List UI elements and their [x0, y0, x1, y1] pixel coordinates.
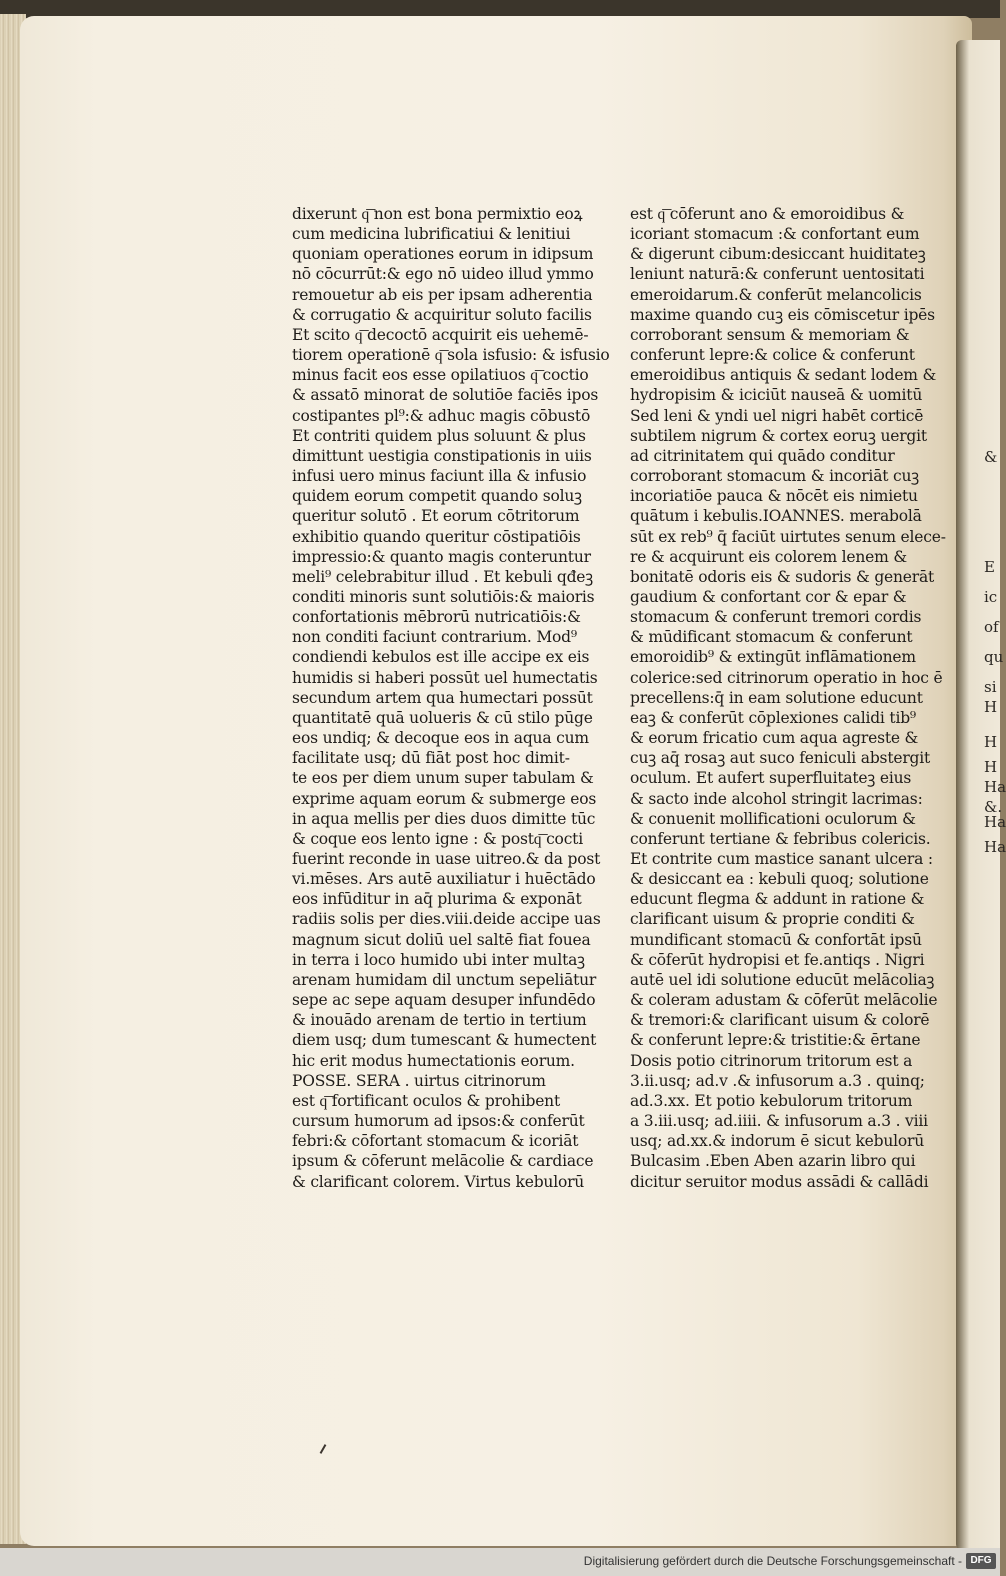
- text-line: emoroidib⁹ & extingūt inflāmationem: [630, 648, 916, 667]
- text-line: subtilem nigrum & cortex eoruꝫ uergit: [630, 426, 927, 445]
- next-page-fragment: H: [984, 698, 998, 716]
- text-line: sūt ex reb⁹ q̄ faciūt uirtutes senum elece-: [630, 527, 946, 546]
- next-page-fragment: ic: [984, 588, 998, 606]
- text-line: in terra i loco humido ubi inter multaꝫ: [292, 950, 585, 969]
- next-page-fragment: si: [984, 678, 997, 696]
- text-line: diem usq; dum tumescant & humectent: [292, 1031, 597, 1050]
- text-line: cuꝫ aq̄ rosaꝫ aut suco feniculi abstergit: [630, 749, 931, 768]
- text-line: vi.mēses. Ars autē auxiliatur i huēctādo: [292, 870, 596, 889]
- text-line: cum medicina lubrificatiui & lenitiui: [292, 225, 571, 244]
- dfg-logo-icon: DFG: [966, 1553, 996, 1569]
- text-line: & desiccant ea : kebuli quoq; solutione: [630, 870, 929, 889]
- text-line: eos undiq; & decoque eos in aqua cum: [292, 729, 589, 748]
- text-line: re & acquirunt eis colorem lenem &: [630, 547, 907, 566]
- text-line: a 3.iii.usq; ad.iiii. & infusorum a.3 . viii: [630, 1112, 928, 1131]
- text-line: ad citrinitatem qui quādo conditur: [630, 446, 895, 465]
- text-line: Bulcasim .Eben Aben azarin libro qui: [630, 1152, 916, 1171]
- text-line: educunt flegma & addunt in ratione &: [630, 890, 925, 909]
- text-line: secundum artem qua humectari possūt: [292, 688, 593, 707]
- footer-band: [0, 1548, 1000, 1576]
- text-line: 3.ii.usq; ad.v .& infusorum a.3 . quinq;: [630, 1071, 925, 1090]
- text-line: arenam humidam dil unctum sepeliātur: [292, 970, 597, 989]
- text-line: autē uel idi solutione educūt melācoliaꝫ: [630, 970, 935, 989]
- text-line: remouetur ab eis per ipsam adherentia: [292, 285, 593, 304]
- text-line: tiorem operationē q͞ sola isfusio: & isfusio: [292, 346, 610, 365]
- text-line: corroborant stomacum & incoriāt cuꝫ: [630, 467, 919, 486]
- text-line: impressio:& quanto magis conteruntur: [292, 547, 591, 566]
- text-line: POSSE. SERA . uirtus citrinorum: [292, 1071, 546, 1090]
- text-line: Et contrite cum mastice sanant ulcera :: [630, 850, 933, 868]
- text-line: quidem eorum competit quando soluꝫ: [292, 487, 582, 506]
- text-line: bonitatē odoris eis & sudoris & generāt: [630, 567, 935, 586]
- text-line: & sacto inde alcohol stringit lacrimas:: [630, 789, 923, 808]
- text-line: queritur solutō . Et eorum cōtritorum: [292, 507, 580, 526]
- next-page-fragment: Ha: [984, 813, 1006, 831]
- text-line: fuerint reconde in uase uitreo.& da post: [292, 850, 601, 868]
- text-line: confortationis mēbrorū nutricatiōis:&: [292, 608, 581, 627]
- text-line: colerice:sed citrinorum operatio in hoc ē: [630, 668, 943, 687]
- text-line: eos infūditur in aq̄ plurima & exponāt: [292, 890, 582, 909]
- text-line: infusi uero minus faciunt illa & infusio: [292, 467, 587, 486]
- text-line: & mūdificant stomacum & conferunt: [630, 628, 913, 647]
- text-line: & conferunt lepre:& tristitie:& ērtane: [630, 1031, 921, 1050]
- next-page-fragment: qu: [984, 648, 1004, 666]
- text-line: conferunt tertiane & febribus colericis.: [630, 829, 931, 848]
- text-line: & assatō minorat de solutiōe faciēs ipos: [292, 386, 599, 405]
- text-line: incoriatiōe pauca & nōcēt eis nimietu: [630, 487, 918, 506]
- footer-credit: Digitalisierung gefördert durch die Deutsche Forschungsgemeinschaft -: [583, 1554, 962, 1568]
- text-line: stomacum & conferunt tremori cordis: [630, 608, 922, 627]
- next-page-fragment: Ha: [984, 838, 1006, 856]
- next-page-edge: [956, 40, 1006, 1550]
- text-line: magnum sicut doliū uel saltē fiat fouea: [292, 930, 591, 949]
- text-line: sepe ac sepe aquam desuper infundēdo: [292, 991, 596, 1010]
- text-line: est q͞ cōferunt ano & emoroidibus &: [630, 205, 905, 223]
- next-page-fragment: H: [984, 733, 998, 751]
- right-text-column: [630, 204, 946, 1192]
- text-line: hic erit modus humectationis eorum.: [292, 1051, 575, 1070]
- text-line: maxime quando cuꝫ eis cōmiscetur ipēs: [630, 305, 935, 324]
- text-line: & conuenit mollificationi oculorum &: [630, 809, 916, 828]
- next-page-fragment: Ha: [984, 778, 1006, 796]
- text-line: & digerunt cibum:desiccant huiditateꝫ: [630, 245, 926, 264]
- text-line: costipantes pl⁹:& adhuc magis cōbustō: [292, 406, 591, 425]
- text-line: & eorum fricatio cum aqua agreste &: [630, 729, 919, 748]
- text-line: & cōferūt hydropisi et fe.antiqs . Nigri: [630, 950, 925, 969]
- text-line: in aqua mellis per dies duos dimitte tūc: [292, 809, 596, 828]
- text-line: nō cōcurrūt:& ego nō uideo illud ymmo: [292, 265, 594, 284]
- text-line: icoriant stomacum :& confortant eum: [630, 225, 920, 244]
- text-line: non conditi faciunt contrarium. Mod⁹: [292, 628, 577, 647]
- next-page-fragment: of: [984, 618, 999, 636]
- text-line: quātum i kebulis.IOANNES. merabolā: [630, 507, 922, 526]
- text-line: emeroidibus antiquis & sedant lodem &: [630, 366, 937, 385]
- text-line: Sed leni & yndi uel nigri habēt corticē: [630, 406, 924, 425]
- text-line: hydropisim & iciciūt nauseā & uomitū: [630, 386, 923, 405]
- text-line: gaudium & confortant cor & epar &: [630, 587, 907, 606]
- text-line: & tremori:& clarificant uisum & colorē: [630, 1011, 930, 1030]
- text-line: emeroidarum.& conferūt melancolicis: [630, 285, 922, 304]
- text-line: exprime aquam eorum & submerge eos: [292, 789, 597, 808]
- text-line: cursum humorum ad ipsos:& conferūt: [292, 1112, 585, 1131]
- text-line: febri:& cōfortant stomacum & icoriāt: [292, 1132, 579, 1151]
- text-line: quantitatē quā uolueris & cū stilo pūge: [292, 708, 593, 727]
- text-line: dicitur seruitor modus assādi & callādi: [630, 1172, 929, 1191]
- text-line: & corrugatio & acquiritur soluto facilis: [292, 305, 592, 324]
- text-line: eaꝫ & conferūt cōplexiones calidi tib⁹: [630, 708, 916, 727]
- next-page-fragment: &: [984, 448, 998, 466]
- text-line: & clarificant colorem. Virtus kebulorū: [292, 1172, 585, 1191]
- text-line: dixerunt q͞ non est bona permixtio eoꝝ: [292, 205, 583, 223]
- text-line: minus facit eos esse opilatiuos q͞ coctio: [292, 366, 589, 385]
- text-line: conferunt lepre:& colice & conferunt: [630, 346, 915, 365]
- text-line: conditi minoris sunt solutiōis:& maioris: [292, 587, 595, 606]
- text-line: leniunt naturā:& conferunt uentositati: [630, 265, 925, 284]
- text-line: meli⁹ celebrabitur illud . Et kebuli qđeꝫ: [292, 567, 593, 586]
- text-line: humidis si haberi possūt uel humectatis: [292, 668, 598, 687]
- text-line: quoniam operationes eorum in idipsum: [292, 245, 594, 264]
- text-line: facilitate usq; dū fiāt post hoc dimit-: [292, 749, 570, 768]
- text-line: corroborant sensum & memoriam &: [630, 325, 910, 344]
- next-page-fragment: H: [984, 758, 998, 776]
- text-line: clarificant uisum & proprie conditi &: [630, 910, 915, 929]
- next-page-fragment: E: [984, 558, 995, 576]
- left-text-column: [292, 204, 610, 1192]
- text-line: te eos per diem unum super tabulam &: [292, 769, 594, 788]
- text-line: precellens:q̄ in eam solutione educunt: [630, 688, 923, 707]
- text-line: & coque eos lento igne : & postq͞ cocti: [292, 829, 583, 848]
- text-line: & inouādo arenam de tertio in tertium: [292, 1011, 587, 1030]
- text-line: & coleram adustam & cōferūt melācolie: [630, 991, 938, 1010]
- text-line: oculum. Et aufert superfluitateꝫ eius: [630, 769, 912, 788]
- text-line: ipsum & cōferunt melācolie & cardiace: [292, 1152, 594, 1171]
- text-line: Et contriti quidem plus soluunt & plus: [292, 426, 586, 445]
- text-line: radiis solis per dies.viii.deide accipe uas: [292, 910, 601, 929]
- next-page-fragment: &.: [984, 798, 1003, 816]
- text-line: dimittunt uestigia constipationis in uiis: [292, 446, 592, 465]
- text-line: ad.3.xx. Et potio kebulorum tritorum: [630, 1091, 913, 1110]
- text-line: Et scito q͞ decoctō acquirit eis uehemē-: [292, 325, 589, 344]
- text-line: est q͞ fortificant oculos & prohibent: [292, 1091, 560, 1110]
- text-line: exhibitio quando queritur cōstipatiōis: [292, 527, 581, 546]
- text-line: condiendi kebulos est ille accipe ex eis: [292, 648, 590, 667]
- text-line: usq; ad.xx.& indorum ē sicut kebulorū: [630, 1132, 925, 1151]
- text-line: mundificant stomacū & confortāt ipsū: [630, 930, 922, 949]
- text-line: Dosis potio citrinorum tritorum est a: [630, 1051, 913, 1070]
